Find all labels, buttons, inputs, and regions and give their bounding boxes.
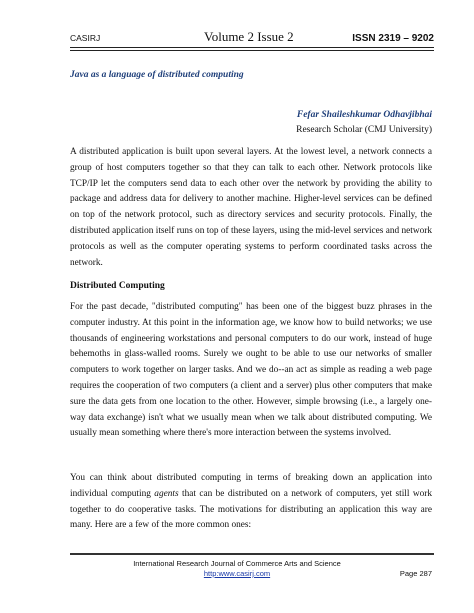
paragraph-3-emphasis: agents bbox=[154, 488, 179, 499]
journal-abbreviation: CASIRJ bbox=[70, 33, 101, 43]
footer-journal-name: International Research Journal of Commerce Arts and Science bbox=[133, 559, 341, 568]
running-header bbox=[70, 24, 434, 46]
footer-website-link[interactable]: http:www.casirj.com bbox=[203, 569, 271, 578]
volume-issue: Volume 2 Issue 2 bbox=[204, 29, 294, 44]
body-paragraph-3 bbox=[70, 471, 432, 534]
header-rule-thin bbox=[70, 50, 434, 51]
paragraph-3-text-a: You can think about distributed computing in terms of breaking down an application into individual computing bbox=[70, 473, 432, 499]
header-rule bbox=[70, 47, 434, 48]
page-number: Page 287 bbox=[399, 569, 432, 578]
author-affiliation: Research Scholar (CMJ University) bbox=[296, 125, 432, 135]
issn: ISSN 2319 – 9202 bbox=[352, 33, 434, 44]
paragraph-3-text-b: that can be distributed on a network of computers, yet still work together to do cooperative tasks. The motivations for distributing an application this way are many. Here are a few of the more common ones: bbox=[70, 488, 432, 531]
section-heading: Distributed Computing bbox=[70, 281, 165, 291]
body-paragraph-2: For the past decade, "distributed computing" has been one of the biggest buzz phrases in the computer industry. At this point in the information age, we know how to build networks; we use thousands of engineering workstations and personal computers to do our work, instead of huge behemoths in glass-walled rooms. Surely we ought to be able to use our networks of smaller computers to work together on larger tasks. And we do--an act as simple as reading a web page requires the cooperation of two computers (a client and a server) plus other computers that make sure the data gets from one location to the other. However, simple browsing (i.e., a largely one-way data exchange) isn't what we usually mean when we talk about distributed computing. We usually mean something where there's more interaction between the systems involved. bbox=[70, 302, 432, 439]
article-title: Java as a language of distributed computing bbox=[70, 70, 244, 80]
body-paragraph-1: A distributed application is built upon several layers. At the lowest level, a network connects a group of host computers together so that they can talk to each other. Network protocols like TCP/IP let the computers send data to each other over the network by providing the ability to package and address data for delivery to another machine. Higher-level services can be defined on top of the network protocol, such as directory services and security protocols. Finally, the distributed application itself runs on top of these layers, using the mid-level services and network protocols as well as the computer operating systems to perform coordinated tasks across the network. bbox=[70, 147, 432, 268]
footer-rule bbox=[70, 553, 434, 555]
author-name: Fefar Shaileshkumar Odhavjibhai bbox=[296, 110, 432, 120]
